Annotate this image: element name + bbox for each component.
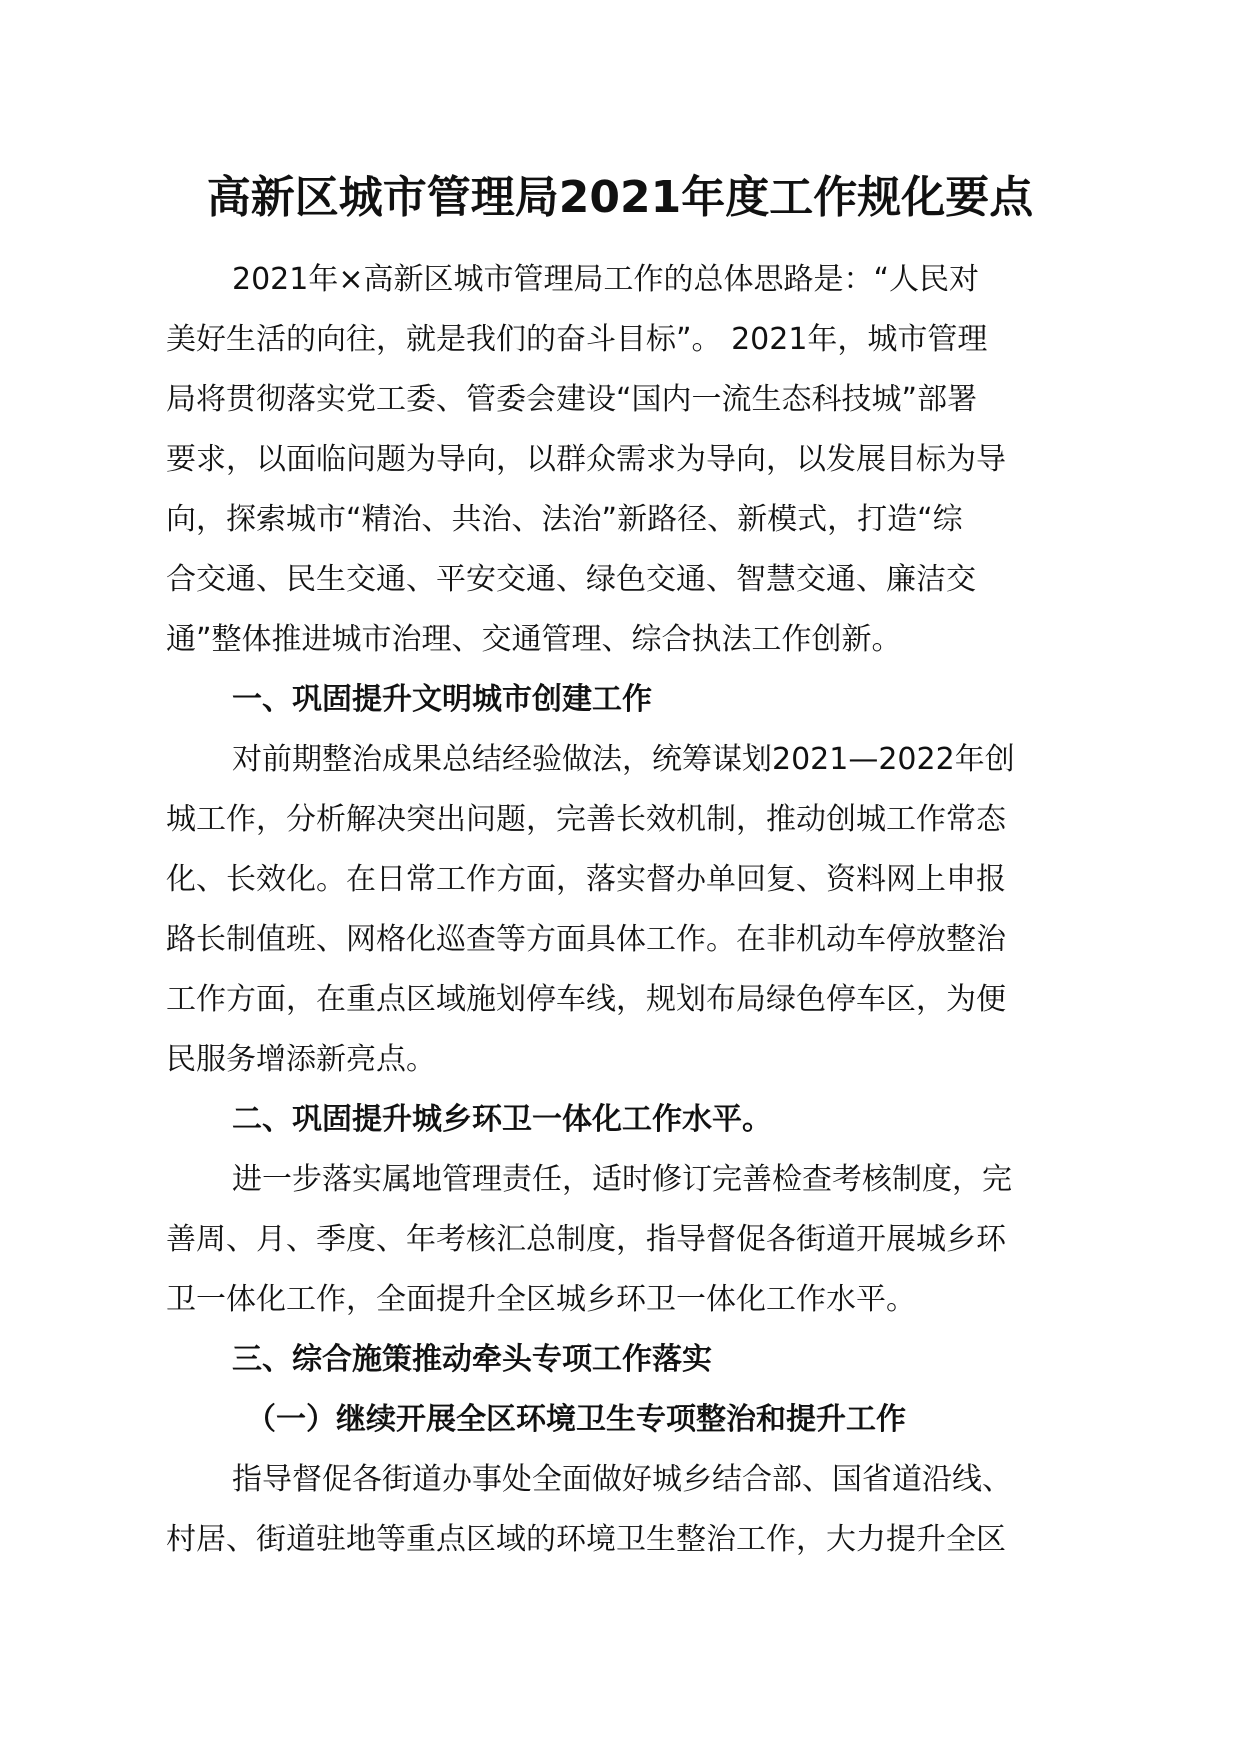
paragraph-line: 美好生活的向往，就是我们的奋斗目标”。 2021年，城市管理 [166, 322, 988, 357]
paragraph-line: 卫一体化工作，全面提升全区城乡环卫一体化工作水平。 [166, 1282, 916, 1317]
paragraph-line: 路长制值班、网格化巡查等方面具体工作。在非机动车停放整治 [166, 922, 1006, 957]
paragraph-line: 善周、月、季度、年考核汇总制度，指导督促各街道开展城乡环 [166, 1222, 1006, 1257]
paragraph-line: 工作方面，在重点区域施划停车线，规划布局绿色停车区，为便 [166, 982, 1006, 1017]
paragraph-line: 民服务增添新亮点。 [166, 1042, 436, 1077]
section-heading: 三、综合施策推动牵头专项工作落实 [232, 1342, 712, 1377]
paragraph-line: 城工作，分析解决突出问题，完善长效机制，推动创城工作常态 [166, 802, 1006, 837]
subsection-heading: （一）继续开展全区环境卫生专项整治和提升工作 [246, 1402, 906, 1437]
paragraph-line: 化、长效化。在日常工作方面，落实督办单回复、资料网上申报 [166, 862, 1006, 897]
section-heading: 二、巩固提升城乡环卫一体化工作水平。 [232, 1102, 772, 1137]
document-title: 高新区城市管理局2021年度工作规化要点 [206, 172, 1034, 223]
section-heading: 一、巩固提升文明城市创建工作 [232, 682, 652, 717]
paragraph-line: 合交通、民生交通、平安交通、绿色交通、智慧交通、廉洁交 [166, 562, 976, 597]
paragraph-line: 进一步落实属地管理责任，适时修订完善检查考核制度，完 [232, 1162, 1012, 1197]
paragraph-line: 对前期整治成果总结经验做法，统筹谋划2021—2022年创 [232, 742, 1015, 777]
paragraph-line: 村居、街道驻地等重点区域的环境卫生整治工作，大力提升全区 [166, 1522, 1006, 1557]
paragraph-line: 指导督促各街道办事处全面做好城乡结合部、国省道沿线、 [232, 1462, 1012, 1497]
paragraph-line: 通”整体推进城市治理、交通管理、综合执法工作创新。 [166, 622, 902, 657]
paragraph-line: 2021年×高新区城市管理局工作的总体思路是：“人民对 [232, 262, 980, 297]
paragraph-line: 向，探索城市“精治、共治、法治”新路径、新模式，打造“综 [166, 502, 963, 537]
document-body [166, 250, 1112, 1570]
paragraph-line: 局将贯彻落实党工委、管委会建设“国内一流生态科技城”部署 [166, 382, 978, 417]
paragraph-line: 要求，以面临问题为导向，以群众需求为导向，以发展目标为导 [166, 442, 1006, 477]
